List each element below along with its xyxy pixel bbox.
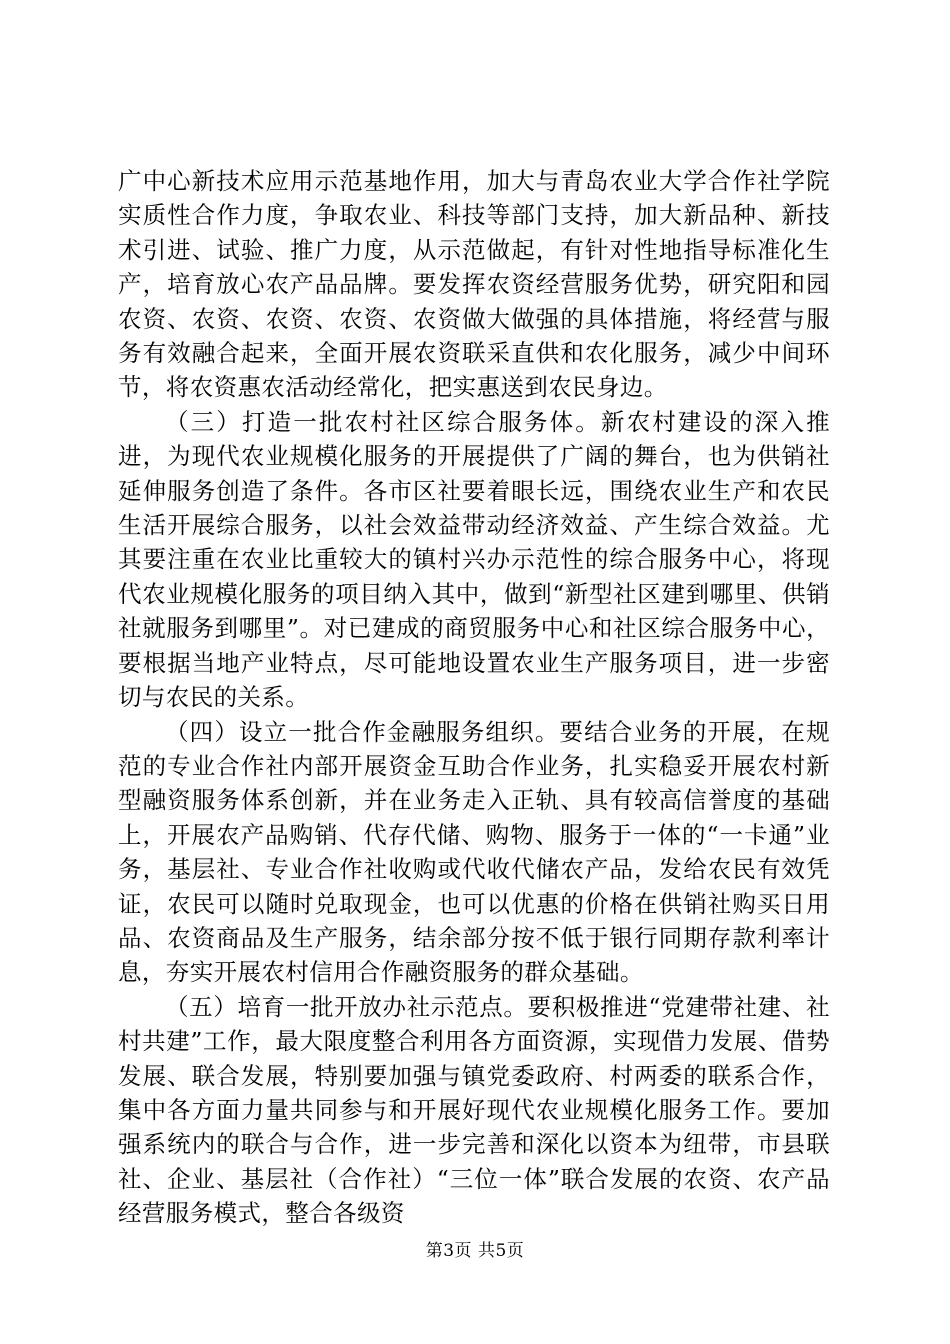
paragraph-section-4: （四）设立一批合作金融服务组织。要结合业务的开展，在规范的专业合作社内部开展资金互助合作业务，扎实稳妥开展农村新型融资服务体系创新，并在业务走入正轨、具有较高信誉度的基础上，开展农产品购销、代存代储、购物、服务于一体的“一卡通”业务，基层社、专业合作社收购或代收代储农产品，发给农民有效凭证，农民可以随时兑取现金，也可以优惠的价格在供销社购买日用品、农资商品及生产服务，结余部分按不低于银行同期存款利率计息，夯实开展农村信用合作融资服务的群众基础。: [118, 717, 830, 987]
page-number-footer: 第3页 共5页: [425, 1241, 525, 1261]
document-body: [118, 164, 830, 1231]
paragraph-section-3: （三）打造一批农村社区综合服务体。新农村建设的深入推进，为现代农业规模化服务的开展提供了广阔的舞台，也为供销社延伸服务创造了条件。各市区社要着眼长远，围绕农业生产和农民生活开展综合服务，以社会效益带动经济效益、产生综合效益。尤其要注重在农业比重较大的镇村兴办示范性的综合服务中心，将现代农业规模化服务的项目纳入其中，做到“新型社区建到哪里、供销社就服务到哪里”。对已建成的商贸服务中心和社区综合服务中心，要根据当地产业特点，尽可能地设置农业生产服务项目，进一步密切与农民的关系。: [118, 407, 830, 712]
paragraph-section-5: （五）培育一批开放办社示范点。要积极推进“党建带社建、社村共建”工作，最大限度整合利用各方面资源，实现借力发展、借势发展、联合发展，特别要加强与镇党委政府、村两委的联系合作，集中各方面力量共同参与和开展好现代农业规模化服务工作。要加强系统内的联合与合作，进一步完善和深化以资本为纽带，市县联社、企业、基层社（合作社）“三位一体”联合发展的农资、农产品经营服务模式，整合各级资: [118, 992, 830, 1228]
paragraph-continued: 广中心新技术应用示范基地作用，加大与青岛农业大学合作社学院实质性合作力度，争取农业、科技等部门支持，加大新品种、新技术引进、试验、推广力度，从示范做起，有针对性地指导标准化生产，培育放心农产品品牌。要发挥农资经营服务优势，研究阳和园农资、农资、农资、农资、农资做大做强的具体措施，将经营与服务有效融合起来，全面开展农资联采直供和农化服务，减少中间环节，将农资惠农活动经常化，把实惠送到农民身边。: [118, 167, 830, 402]
